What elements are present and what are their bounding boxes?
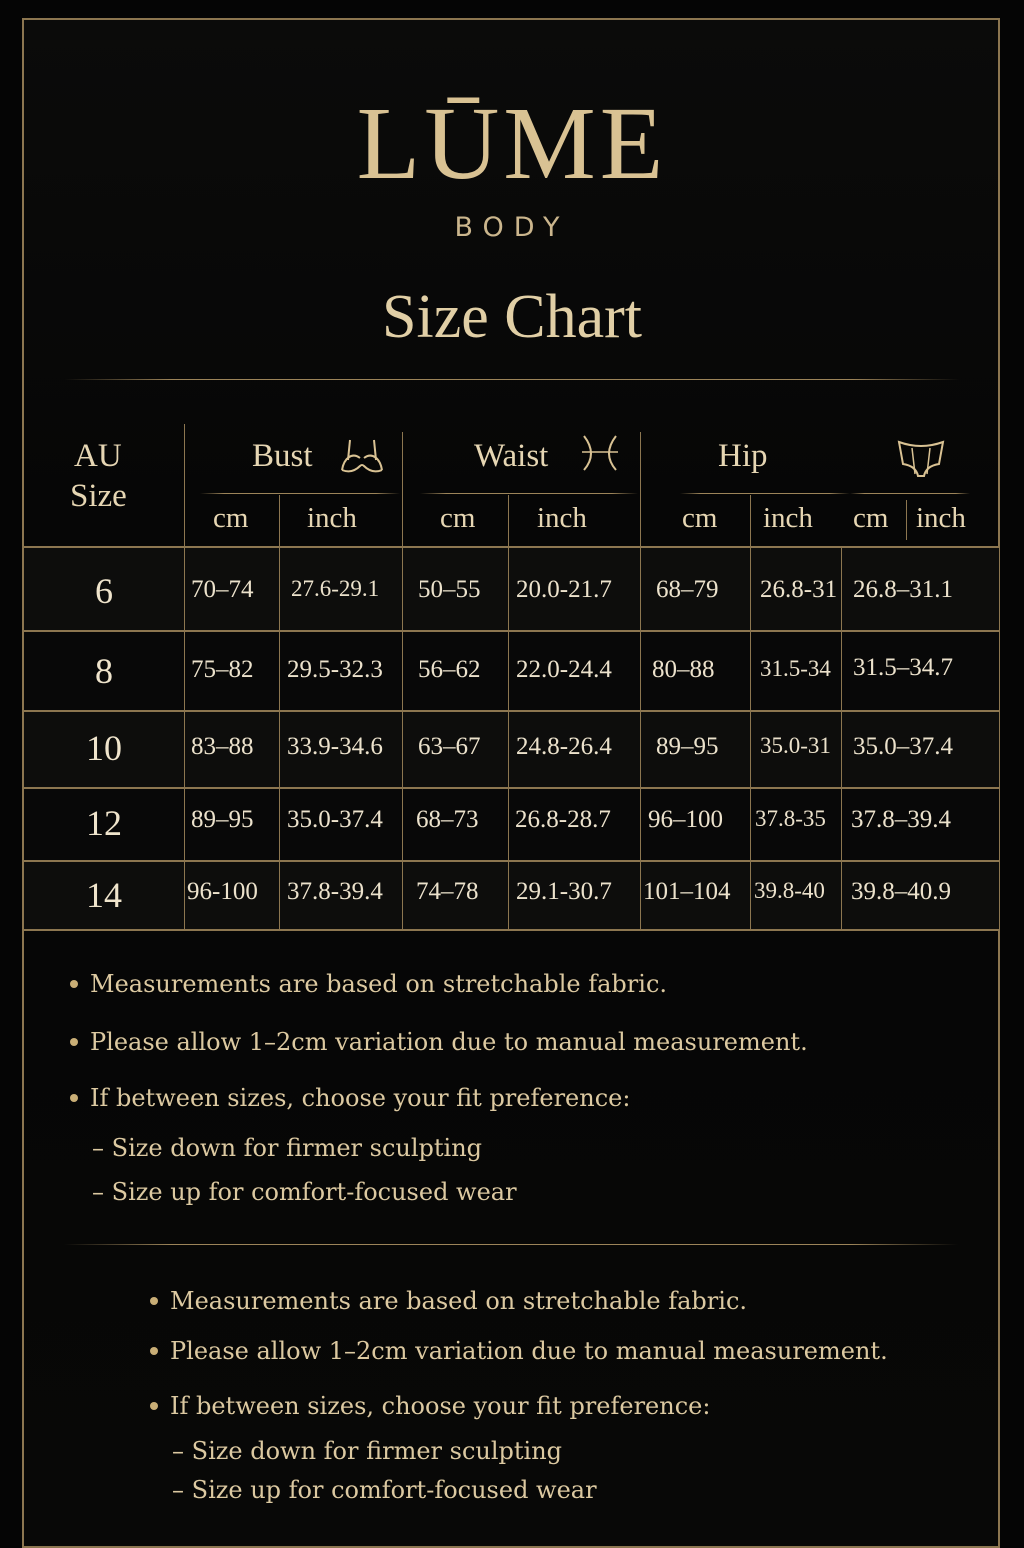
bust-unit-inch: inch bbox=[307, 502, 357, 534]
header-divider bbox=[402, 432, 403, 546]
waist-unit-inch: inch bbox=[537, 502, 587, 534]
bullet-icon bbox=[70, 980, 78, 988]
hip-header: Hip bbox=[718, 438, 768, 474]
bra-icon bbox=[338, 436, 386, 476]
bullet-icon bbox=[70, 1038, 78, 1046]
hip-cm-cell: 96–100 bbox=[648, 806, 723, 833]
waist-inch-cell: 20.0-21.7 bbox=[516, 576, 612, 603]
waist-header: Waist bbox=[474, 438, 549, 474]
note-subitem: – Size up for comfort-focused wear bbox=[172, 1476, 597, 1504]
table-divider bbox=[750, 546, 751, 930]
bust-group-rule bbox=[200, 493, 400, 494]
header-divider bbox=[750, 495, 751, 546]
size-header-size: Size bbox=[70, 478, 127, 514]
table-line bbox=[24, 860, 999, 862]
brand-logo: LŪME bbox=[356, 86, 668, 201]
waist-group-rule bbox=[420, 493, 638, 494]
waist-inch-cell: 24.8-26.4 bbox=[516, 733, 612, 760]
table-divider bbox=[640, 546, 641, 930]
bullet-icon bbox=[70, 1094, 78, 1102]
table-divider bbox=[184, 546, 185, 930]
bust-inch-cell: 27.6-29.1 bbox=[291, 576, 380, 601]
table-line bbox=[24, 546, 999, 548]
table-line bbox=[24, 630, 999, 632]
hip-cm-cell: 101–104 bbox=[643, 878, 731, 905]
note-subitem: – Size down for firmer sculpting bbox=[92, 1134, 483, 1162]
hip-inch-cell: 26.8-31 bbox=[760, 576, 838, 603]
note-subitem: – Size up for comfort-focused wear bbox=[92, 1178, 517, 1206]
bust-inch-cell: 33.9-34.6 bbox=[287, 733, 383, 760]
table-divider bbox=[402, 546, 403, 930]
hip2-inch-cell: 35.0–37.4 bbox=[853, 733, 953, 760]
header-divider bbox=[279, 495, 280, 546]
bullet-icon bbox=[150, 1347, 158, 1355]
note-item bbox=[70, 1028, 808, 1056]
header-divider bbox=[184, 424, 185, 546]
hip2-unit-inch: inch bbox=[916, 502, 966, 534]
notes-divider bbox=[64, 1244, 958, 1245]
hip2-inch-cell: 37.8–39.4 bbox=[851, 806, 951, 833]
bust-inch-cell: 29.5-32.3 bbox=[287, 656, 383, 683]
size-header-au: AU bbox=[74, 438, 122, 474]
header-divider bbox=[906, 500, 907, 540]
title-divider bbox=[64, 379, 960, 380]
note-subitem: – Size down for firmer sculpting bbox=[172, 1437, 563, 1465]
note-item bbox=[150, 1392, 710, 1420]
waist-icon bbox=[578, 432, 622, 474]
table-line bbox=[24, 787, 999, 789]
size-cell: 14 bbox=[86, 875, 122, 915]
hip2-inch-cell: 39.8–40.9 bbox=[851, 878, 951, 905]
size-cell: 12 bbox=[86, 803, 122, 843]
note-item bbox=[70, 970, 667, 998]
bust-cm-cell: 89–95 bbox=[191, 806, 254, 833]
briefs-icon bbox=[896, 434, 946, 478]
hip-group-rule bbox=[680, 493, 850, 494]
header-divider bbox=[508, 495, 509, 546]
table-line bbox=[24, 929, 999, 931]
page-title: Size Chart bbox=[382, 283, 642, 351]
table-divider bbox=[279, 546, 280, 930]
bust-cm-cell: 96-100 bbox=[187, 878, 258, 905]
bust-cm-cell: 75–82 bbox=[191, 656, 254, 683]
note-text: Measurements are based on stretchable fabric. bbox=[90, 970, 668, 998]
bust-header: Bust bbox=[252, 438, 313, 474]
hip2-inch-cell: 26.8–31.1 bbox=[853, 576, 953, 603]
bust-unit-cm: cm bbox=[213, 502, 249, 534]
bust-cm-cell: 83–88 bbox=[191, 733, 254, 760]
waist-cm-cell: 63–67 bbox=[418, 733, 481, 760]
bust-inch-cell: 37.8-39.4 bbox=[287, 878, 383, 905]
note-text: Please allow 1–2cm variation due to manual measurement. bbox=[90, 1028, 808, 1056]
bust-cm-cell: 70–74 bbox=[191, 576, 254, 603]
waist-inch-cell: 26.8-28.7 bbox=[515, 806, 611, 833]
waist-unit-cm: cm bbox=[440, 502, 476, 534]
note-text: If between sizes, choose your fit preference: bbox=[170, 1392, 711, 1420]
hip2-group-rule bbox=[850, 493, 970, 494]
header-divider bbox=[640, 432, 641, 546]
bust-inch-cell: 35.0-37.4 bbox=[287, 806, 383, 833]
hip-cm-cell: 89–95 bbox=[656, 733, 719, 760]
size-cell: 6 bbox=[95, 571, 113, 611]
waist-cm-cell: 68–73 bbox=[416, 806, 479, 833]
hip2-unit-cm: cm bbox=[853, 502, 889, 534]
hip-inch-cell: 31.5-34 bbox=[760, 656, 831, 681]
table-divider bbox=[508, 546, 509, 930]
waist-inch-cell: 29.1-30.7 bbox=[516, 878, 612, 905]
note-item bbox=[150, 1287, 747, 1315]
hip2-inch-cell: 31.5–34.7 bbox=[853, 654, 953, 681]
hip-cm-cell: 68–79 bbox=[656, 576, 719, 603]
note-text: If between sizes, choose your fit preference: bbox=[90, 1084, 631, 1112]
hip-cm-cell: 80–88 bbox=[652, 656, 715, 683]
note-text: Measurements are based on stretchable fabric. bbox=[170, 1287, 748, 1315]
waist-cm-cell: 74–78 bbox=[416, 878, 479, 905]
waist-cm-cell: 56–62 bbox=[418, 656, 481, 683]
size-cell: 10 bbox=[86, 728, 122, 768]
hip-unit-inch: inch bbox=[763, 502, 813, 534]
waist-cm-cell: 50–55 bbox=[418, 576, 481, 603]
note-item bbox=[70, 1084, 630, 1112]
bullet-icon bbox=[150, 1297, 158, 1305]
note-text: Please allow 1–2cm variation due to manual measurement. bbox=[170, 1337, 888, 1365]
bullet-icon bbox=[150, 1402, 158, 1410]
table-line bbox=[24, 710, 999, 712]
note-item bbox=[150, 1337, 888, 1365]
hip-inch-cell: 35.0-31 bbox=[760, 733, 831, 758]
brand-subtitle: BODY bbox=[454, 212, 570, 243]
hip-inch-cell: 39.8-40 bbox=[754, 878, 825, 903]
hip-inch-cell: 37.8-35 bbox=[755, 806, 826, 831]
waist-inch-cell: 22.0-24.4 bbox=[516, 656, 612, 683]
size-cell: 8 bbox=[95, 651, 113, 691]
hip-unit-cm: cm bbox=[682, 502, 718, 534]
